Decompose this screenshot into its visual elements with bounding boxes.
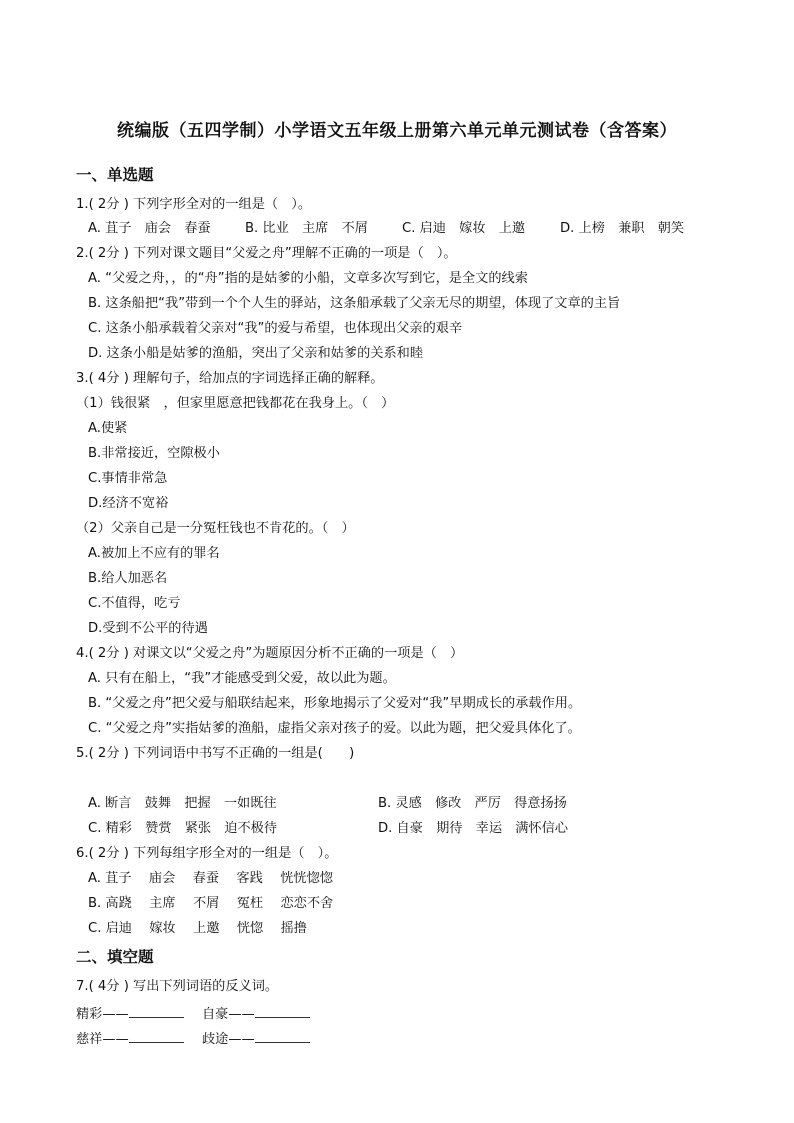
section-heading-fill-in: 二、填空题 (76, 948, 154, 966)
question-5-option-b: B. 灵感 修改 严厉 得意扬扬 (378, 796, 567, 811)
antonym-word-4: 歧途—— (201, 1032, 255, 1047)
question-1-option-c: C. 启迪 嫁妆 上邀 (402, 221, 526, 236)
answer-blank-1[interactable] (129, 1005, 184, 1018)
question-4-stem: 4.( 2分 ) 对课文以“父爱之舟”为题原因分析不正确的一项是（ ） (76, 646, 464, 661)
question-3-part-2-option-d: D.受到不公平的待遇 (88, 621, 208, 636)
question-5-option-a: A. 断言 鼓舞 把握 一如既往 (88, 796, 277, 811)
question-4-option-c: C. “父爱之舟”实指姑爹的渔船，虚指父亲对孩子的爱。以此为题，把父爱具体化了。 (88, 721, 581, 736)
question-3-part-2-option-a: A.被加上不应有的罪名 (88, 546, 220, 561)
question-5-option-d: D. 自豪 期待 幸运 满怀信心 (378, 821, 568, 836)
question-6-option-a: A. 苴子 庙会 春蚕 客践 恍恍惚惚 (88, 871, 333, 886)
question-1-option-b: B. 比业 主席 不屑 (245, 221, 368, 236)
question-3-stem: 3.( 4分 ) 理解句子，给加点的字词选择正确的解释。 (76, 371, 384, 386)
question-1-stem: 1.( 2分 ) 下列字形全对的一组是（ ）。 (76, 197, 312, 212)
question-2-option-b: B. 这条船把“我”带到一个个人生的驿站，这条船承载了父亲无尽的期望，体现了文章的主旨 (88, 296, 621, 311)
question-4-option-a: A. 只有在船上，“我”才能感受到父爱，故以此为题。 (88, 671, 396, 686)
question-2-option-c: C. 这条小船承载着父亲对“我”的爱与希望，也体现出父亲的艰辛 (88, 321, 463, 336)
question-3-part-1-option-a: A.使紧 (88, 421, 128, 436)
question-6-option-b: B. 高跷 主席 不屑 冤枉 恋恋不舍 (88, 896, 334, 911)
answer-blank-4[interactable] (255, 1030, 310, 1043)
section-heading-single-choice: 一、单选题 (76, 166, 154, 184)
question-2-stem: 2.( 2分 ) 下列对课文题目“父爱之舟”理解不正确的一项是（ ）。 (76, 246, 457, 261)
question-3-part-2: （2）父亲自己是一分冤枉钱也不肯花的。（ ） (76, 521, 355, 536)
question-1-option-d: D. 上榜 兼职 朝笑 (560, 221, 685, 236)
question-5-stem: 5.( 2分 ) 下列词语中书写不正确的一组是( ) (76, 746, 355, 761)
question-6-option-c: C. 启迪 嫁妆 上邀 恍惚 摇撸 (88, 921, 307, 936)
question-3-part-2-option-c: C.不值得，吃亏 (88, 596, 181, 611)
question-3-part-1-option-d: D.经济不宽裕 (88, 496, 169, 511)
question-4-option-b: B. “父爱之舟”把父爱与船联结起来，形象地揭示了父爱对“我”早期成长的承载作用。 (88, 696, 582, 711)
question-3-part-1-option-b: B.非常接近，空隙极小 (88, 446, 220, 461)
antonym-word-3: 慈祥—— (76, 1032, 129, 1047)
question-5-option-c: C. 精彩 赞赏 紧张 迫不极待 (88, 821, 278, 836)
antonym-word-2: 自豪—— (201, 1007, 255, 1022)
antonym-row-1 (76, 1005, 310, 1021)
question-3-part-2-option-b: B.给人加恶名 (88, 571, 168, 586)
question-6-stem: 6.( 2分 ) 下列每组字形全对的一组是（ ）。 (76, 846, 338, 861)
question-3-part-1-option-c: C.事情非常急 (88, 471, 168, 486)
answer-blank-2[interactable] (255, 1005, 310, 1018)
question-7-stem: 7.( 4分 ) 写出下列词语的反义词。 (76, 979, 279, 994)
answer-blank-3[interactable] (129, 1030, 184, 1043)
question-3-part-1: （1）钱很紧 ，但家里愿意把钱都花在我身上。（ ） (76, 396, 395, 411)
question-1-option-a: A. 苴子 庙会 春蚕 (88, 221, 211, 236)
question-2-option-d: D. 这条小船是姑爹的渔船，突出了父亲和姑爹的关系和睦 (88, 346, 424, 361)
antonym-row-2 (76, 1030, 310, 1046)
antonym-word-1: 精彩—— (76, 1007, 129, 1022)
document-title: 统编版（五四学制）小学语文五年级上册第六单元单元测试卷（含答案） (117, 121, 677, 141)
question-2-option-a: A. “父爱之舟，，的“舟”指的是姑爹的小船，文章多次写到它，是全文的线索 (88, 271, 528, 286)
